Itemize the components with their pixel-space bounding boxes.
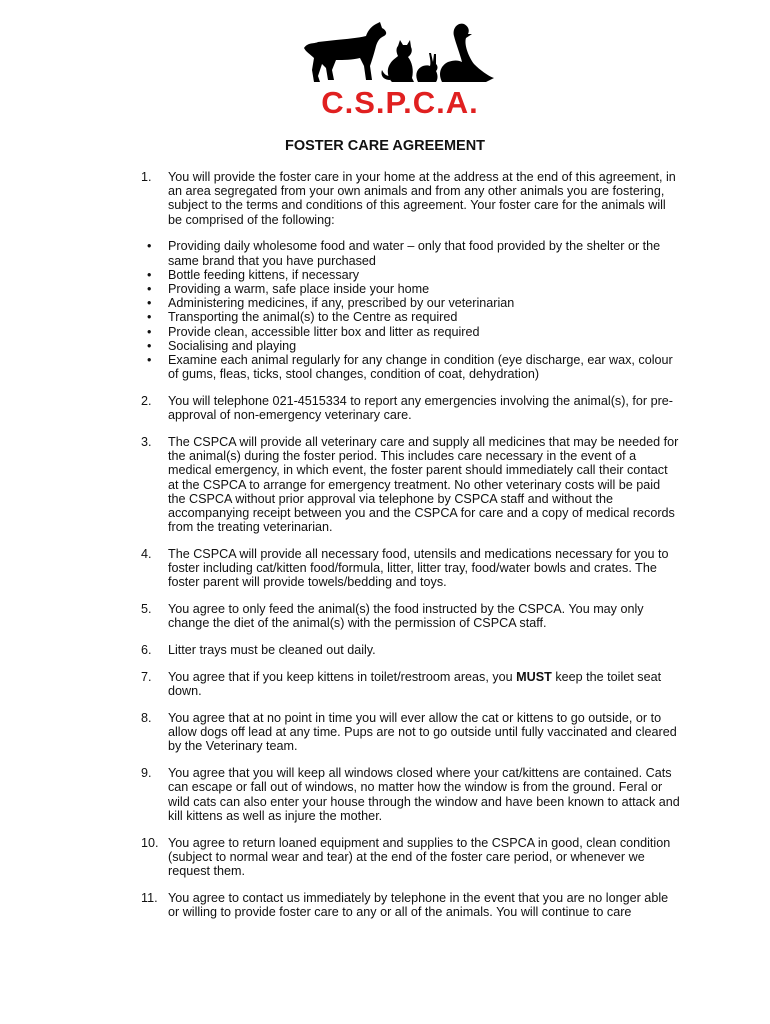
rabbit-silhouette-icon — [416, 53, 437, 82]
care-duties-list — [141, 239, 681, 381]
list-item: • Providing daily wholesome food and water – only that food provided by the shelter or the same brand that you have purchased — [147, 239, 661, 268]
clause-text: The CSPCA will provide all veterinary care and supply all medicines that may be needed for the animal(s) during the foster period. This includes care necessary in the event of a medical emergency, in which event, the foster parent should immediately call their contact at the CSPCA to arrange for emergency treatment. No other veterinary costs will be paid the CSPCA without prior approval via telephone by CSPCA staff and without the accompanying receipt between you and the CSPCA for care and a copy of medical records from the treating veterinarian. — [168, 435, 679, 535]
page-title: FOSTER CARE AGREEMENT — [284, 138, 486, 154]
clause-9 — [141, 766, 681, 823]
list-item: • Socialising and playing — [147, 338, 297, 353]
clause-text: You agree that at no point in time you will ever allow the cat or kittens to go outside, or to allow dogs off lead at any time. Pups are not to go outside until fully vaccinated and cleared by the Veterinary team. — [168, 711, 677, 754]
bullet-icon: • — [147, 239, 152, 254]
list-item: • Transporting the animal(s) to the Centre as required — [147, 310, 458, 325]
list-item: • Provide clean, accessible litter box and litter as required — [147, 324, 480, 339]
clause-text: Litter trays must be cleaned out daily. — [168, 643, 376, 658]
clause-number: 9. — [141, 766, 152, 781]
list-item: • Administering medicines, if any, prescribed by our veterinarian — [147, 296, 515, 311]
clause-number: 2. — [141, 394, 152, 409]
clause-text: You agree that you will keep all windows closed where your cat/kittens are contained. Cats can escape or fall out of windows, no matter how the window is from the ground. Feral or wild cats can also enter your house through the window and have been known to attack and kill kittens as well as injure the mother. — [168, 766, 680, 823]
clause-number: 3. — [141, 435, 152, 450]
swan-silhouette-icon — [440, 24, 494, 82]
dog-silhouette-icon — [304, 22, 386, 82]
clause-6 — [141, 643, 681, 657]
bullet-icon: • — [147, 353, 152, 368]
clause-number: 1. — [141, 170, 152, 184]
clause-7 — [141, 670, 681, 698]
clause-text: You agree to contact us immediately by telephone in the event that you are no longer able or willing to provide foster care to any or all of the animals. You will continue to care — [168, 890, 669, 920]
clause-text: You will telephone 021-4515334 to report any emergencies involving the animal(s), for pre-approval of non-emergency veterinary care. — [168, 394, 673, 423]
clause-number: 11. — [141, 890, 158, 905]
bullet-icon: • — [147, 267, 152, 282]
animal-silhouettes — [300, 20, 500, 90]
clause-3 — [141, 435, 681, 534]
clause-text: You agree to return loaned equipment and supplies to the CSPCA in good, clean condition (subject to normal wear and tear) at the end of the foster care period, or whenever we request them. — [168, 835, 671, 879]
bullet-icon: • — [147, 296, 152, 311]
list-item: • Providing a warm, safe place inside your home — [147, 282, 430, 297]
clause-number: 5. — [141, 602, 152, 617]
clause-text: You agree to only feed the animal(s) the food instructed by the CSPCA. You may only change the diet of the animal(s) with the permission of CSPCA staff. — [168, 602, 644, 631]
bullet-icon: • — [147, 338, 152, 353]
bullet-icon: • — [147, 310, 152, 325]
list-item: • Bottle feeding kittens, if necessary — [147, 267, 360, 282]
clause-text: You will provide the foster care in your home at the address at the end of this agreement, in an area segregated from your own animals and from any other animals you are fostering, subject to the terms and conditions of this agreement. Your foster care for the animals will be comprised of the following: — [168, 170, 676, 227]
clause-number: 10. — [141, 835, 159, 850]
clause-number: 6. — [141, 643, 152, 658]
clause-number: 7. — [141, 670, 152, 685]
clause-11 — [141, 891, 681, 919]
clause-number: 4. — [141, 547, 152, 562]
clause-8 — [141, 711, 681, 754]
clause-text: The CSPCA will provide all necessary food, utensils and medications necessary for you to foster including cat/kitten food/formula, litter, litter tray, food/water bowls and crates. The foster parent will provide towels/bedding and toys. — [168, 547, 669, 590]
list-item: • Examine each animal regularly for any change in condition (eye discharge, ear wax, colour of gums, fleas, ticks, stool changes, condition of coat, dehydration) — [147, 353, 673, 382]
clause-text: You agree that if you keep kittens in toilet/restroom areas, you MUST keep the toilet seat down. — [168, 670, 662, 699]
cspca-logo — [300, 20, 500, 120]
emphasis-must: MUST — [516, 670, 552, 685]
clause-2 — [141, 394, 681, 422]
logo-wordmark: C.S.P.C.A. — [321, 85, 479, 120]
clause-1 — [141, 170, 681, 227]
clause-4 — [141, 547, 681, 590]
bullet-icon: • — [147, 324, 152, 339]
cat-silhouette-icon — [381, 40, 414, 82]
clause-number: 8. — [141, 711, 152, 726]
clause-5 — [141, 602, 681, 630]
agreement-body — [141, 170, 681, 932]
bullet-icon: • — [147, 282, 152, 297]
clause-10 — [141, 836, 681, 879]
